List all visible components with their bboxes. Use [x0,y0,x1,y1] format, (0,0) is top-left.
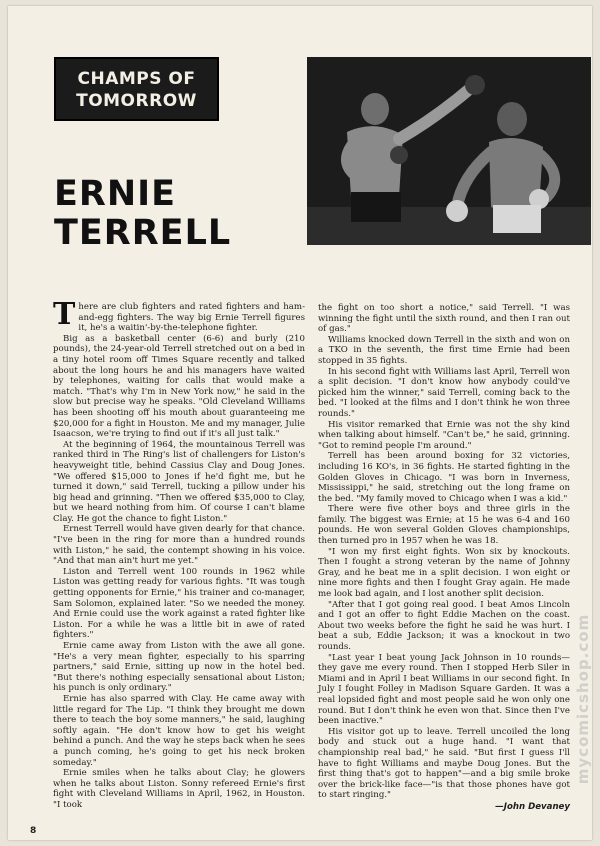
article-paragraph: Ernest Terrell would have given dearly for that chance. "I've been in the ring for more than a hundred rounds with Liston," he said, the contempt showing in his voice. "And that man ain't hurt me yet." [53,524,305,567]
drop-cap: T [53,297,76,332]
article-column-right [318,303,570,813]
boxers-illustration [307,57,591,245]
boxing-photo [307,57,591,245]
article-paragraph: At the beginning of 1964, the mountainous Terrell was ranked third in The Ring's list of challengers for Liston's heavyweight title, behind Cassius Clay and Doug Jones. "We offered $15,000 to Jones if he'd fight me, but he turned it down," said Terrell, tucking a pillow under his big head and grinning. "Then we offered $35,000 to Clay, but we heard nothing from him. Of course I can't blame Clay. He got the chance to fight Liston." [53,439,305,524]
section-banner [54,57,219,121]
article-column-left [53,297,305,811]
article-paragraph: Ernie came away from Liston with the awe all gone. "He's a very mean fighter, especially to his sparring partners," said Ernie, sitting up now in the hotel bed. "But there's nothing especially sensational about Liston; his punch is only ordinary." [53,641,305,694]
article-paragraph: Liston and Terrell went 100 rounds in 1962 while Liston was getting ready for various fights. "It was tough getting opponents for Ernie," his trainer and co-manager, Sam Solomon, explained later. "So we needed the money. And Ernie could use the work against a rated fighter like Liston. For a while he was a little bit in awe of rated fighters." [53,566,305,641]
article-paragraph: Big as a basketball center (6-6) and burly (210 pounds), the 24-year-old Terrell stretched out on a bed in a tiny hotel room off Times Square recently and talked about the long hours he and his managers have waited by telephones, waiting for calls that would make a match. "That's why I'm in New York now," he said in the slow but precise way he speaks. "Old Cleveland Williams has been shooting off his mouth about guaranteeing me $20,000 for a fight in Houston. Me and my manager, Julie Isaacson, we're trying to find out if it's all just talk." [53,333,305,440]
article-paragraph: Terrell has been around boxing for 32 victories, including 16 KO's, in 36 fights. He started fighting in the Golden Gloves in Chicago. "I was born in Inverness, Mississippi," he said, stretching out the long frame on the bed. "My family moved to Chicago when I was a kid." [318,451,570,504]
article-paragraph: Ernie smiles when he talks about Clay; he glowers when he talks about Liston. Sonny refereed Ernie's first fight with Cleveland Williams in April, 1962, in Houston. "I took [53,768,305,810]
banner-line-2: TOMORROW [76,91,197,111]
article-paragraph: Williams knocked down Terrell in the sixth and won on a TKO in the seventh, the first time Ernie had been stopped in 35 fights. [318,334,570,366]
article-paragraph: In his second fight with Williams last April, Terrell won a split decision. "I don't know how anybody could've picked him the winner," said Terrell, coming back to the bed. "I looked at the films and I don't think he won three rounds." [318,366,570,419]
headline [54,175,294,253]
watermark [568,590,592,820]
article-paragraph: There were five other boys and three girls in the family. The biggest was Ernie; at 15 he was 6-4 and 160 pounds. He won several Golden Gloves championships, then turned pro in 1957 when he was 18. [318,504,570,547]
article-paragraph: "After that I got going real good. I beat Amos Lincoln and I got an offer to fight Eddie Machen on the coast. About two weeks before the fight he said he was hurt. I beat a sub, Eddie Jackson; it was a knockout in two rounds. [318,599,570,652]
page-number: 8 [30,826,37,836]
article-paragraph: "I won my first eight fights. Won six by knockouts. Then I fought a strong veteran by the name of Johnny Gray, and he beat me in a split decision. I won eight or nine more fights and then I fought Gray again. He made me look bad again, and I lost another split decision. [318,546,570,600]
banner-line-1: CHAMPS OF [77,69,196,89]
headline-line-2: TERRELL [54,213,232,253]
article-paragraph: the fight on too short a notice," said Terrell. "I was winning the fight until the sixth round, and then I ran out of gas." [318,303,570,335]
article-paragraph: "Last year I beat young Jack Johnson in 10 rounds—they gave me every round. Then I stopped Herb Siler in Miami and in April I beat Williams in our second fight. In July I fought Folley in Madison Square Garden. It was a real lopsided fight and most people said he won only one round. But I don't think he even won that. Since then I've been inactive." [318,652,570,727]
byline: —John Devaney [495,801,570,812]
headline-line-1: ERNIE [54,174,177,214]
watermark-text: mycomicshop.com [574,613,592,785]
article-paragraph: His visitor remarked that Ernie was not the shy kind when talking about himself. "Can't be," he said, grinning. "Got to remind people I'm around." [318,419,570,451]
article-paragraph: His visitor got up to leave. Terrell uncoiled the long body and stuck out a huge hand. "I want that championship real bad," he said. "But first I guess I'll have to fight Williams and maybe Doug Jones. But the first thing that's got to happen"—and a big smile broke over the brick-like face—"is that those phones have got to start ringing." [318,726,570,801]
article-paragraph: Ernie has also sparred with Clay. He came away with little regard for The Lip. "I think they brought me down there to teach the boy some manners," he said, laughing softly again. "He don't know how to get his weight behind a punch. And the way he steps back when he sees a punch coming, he's going to get his neck broken someday." [53,693,305,768]
article-paragraph: There are club fighters and rated fighters and ham-and-egg fighters. The way big Ernie Terrell figures it, he's a waitin'-by-the-telephone fighter. [53,297,305,334]
